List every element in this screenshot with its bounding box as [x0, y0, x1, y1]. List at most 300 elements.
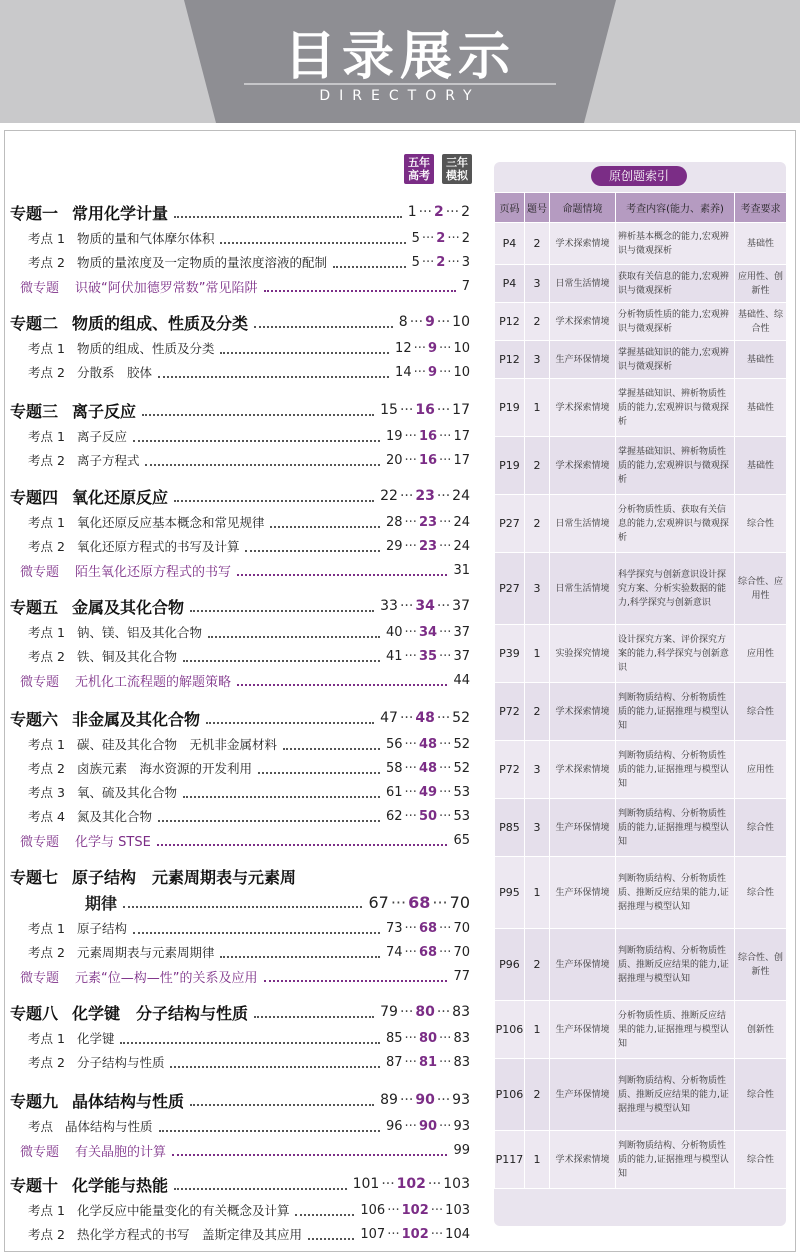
toc-number: 微专题: [20, 970, 60, 986]
toc-label: [10, 1089, 184, 1112]
toc-row: [10, 890, 470, 914]
toc-pages: [386, 737, 470, 752]
leader-dots: [208, 626, 380, 638]
page-main: 58: [386, 760, 403, 776]
toc-label: [10, 1225, 302, 1243]
page-separator: ···: [439, 428, 452, 444]
toc-number: 专题十: [10, 1175, 59, 1195]
page-separator: ···: [404, 760, 417, 776]
toc-pages: [399, 314, 470, 330]
toc-number: 考点 1: [28, 1031, 65, 1046]
page-three-year: 52: [453, 760, 470, 776]
index-question-no: 1: [525, 625, 550, 683]
toc-title: 热化学方程式的书写 盖斯定律及其应用: [76, 1227, 302, 1242]
toc-pages: [453, 969, 470, 984]
page-separator: ···: [430, 1202, 444, 1218]
page-three-year: 83: [453, 1030, 470, 1046]
page-separator: ···: [439, 736, 452, 752]
toc-title: 离子反应: [72, 401, 137, 421]
toc-row: [10, 620, 470, 644]
toc-number: 考点 1: [28, 429, 65, 444]
header-context: 命题情境: [550, 193, 616, 223]
page-five-year: 23: [418, 538, 438, 554]
toc-label: [10, 831, 151, 850]
index-page: P19: [495, 437, 525, 495]
leader-dots: [120, 1032, 380, 1044]
toc-title: 化学键 分子结构与性质: [72, 1003, 249, 1023]
index-row: [495, 1001, 787, 1059]
index-context: 学术探索情境: [550, 1131, 616, 1189]
page-main: 77: [453, 968, 470, 984]
toc-label: [10, 399, 136, 422]
toc-label: [10, 1117, 153, 1135]
toc-row: [10, 828, 470, 852]
toc-pages: [386, 625, 470, 640]
page-three-year: 2: [461, 230, 470, 246]
leader-dots: [174, 490, 374, 502]
page-main: 106: [360, 1202, 386, 1218]
toc-title: 非金属及其化合物: [72, 709, 201, 729]
toc-title: 氮及其化合物: [76, 809, 152, 824]
index-requirement: 综合性: [735, 857, 787, 929]
index-question-no: 2: [525, 303, 550, 341]
page-three-year: 70: [449, 892, 470, 912]
page-separator: ···: [399, 488, 414, 504]
page-main: 12: [395, 340, 412, 356]
toc-title: 卤族元素 海水资源的开发利用: [76, 761, 252, 776]
toc-pages: [386, 761, 470, 776]
toc-title: 碳、硅及其化合物 无机非金属材料: [76, 737, 277, 752]
index-context: 生产环保情境: [550, 799, 616, 857]
page-three-year: 37: [452, 598, 470, 614]
index-content: 获取有关信息的能力,宏观辨识与微观探析: [616, 265, 735, 303]
toc-number: 考点 2: [28, 255, 65, 270]
index-requirement: 应用性、创新性: [735, 265, 787, 303]
toc-row: [10, 484, 470, 508]
page-three-year: 52: [453, 736, 470, 752]
toc-number: 考点 4: [28, 809, 65, 824]
toc-title: 离子反应: [76, 429, 127, 444]
index-page: P106: [495, 1059, 525, 1131]
index-page: P95: [495, 857, 525, 929]
toc-row: [10, 1172, 470, 1196]
page-three-year: 53: [453, 808, 470, 824]
page-separator: ···: [445, 204, 460, 220]
toc-number: 专题四: [10, 487, 59, 507]
leader-dots: [206, 712, 374, 724]
index-row: [495, 857, 787, 929]
index-requirement: 综合性、创新性: [735, 929, 787, 1001]
page-separator: ···: [439, 1030, 452, 1046]
page-main: 73: [386, 920, 403, 936]
page-five-year: 48: [415, 710, 435, 726]
toc-label: [10, 647, 177, 665]
index-question-no: 1: [525, 857, 550, 929]
page-five-year: 2: [436, 254, 446, 270]
index-content: 科学探究与创新意识设计探究方案、分析实验数据的能力,科学探究与创新意识: [616, 553, 735, 625]
toc-row: [10, 732, 470, 756]
toc-label: [10, 277, 258, 296]
page-five-year: 34: [415, 598, 435, 614]
page-separator: ···: [436, 488, 451, 504]
index-question-no: 3: [525, 741, 550, 799]
toc-row: [10, 1088, 470, 1112]
page-separator: ···: [436, 314, 451, 330]
index-question-no: 1: [525, 1131, 550, 1189]
toc-number: 专题八: [10, 1003, 59, 1023]
toc-pages: [453, 833, 470, 848]
leader-dots: [220, 232, 405, 244]
toc-title: 期律: [85, 893, 118, 913]
toc-row: [10, 1198, 470, 1222]
page-five-year: 9: [428, 364, 438, 380]
toc-number: 微专题: [20, 674, 60, 690]
toc-row: [10, 510, 470, 534]
index-row: [495, 625, 787, 683]
toc-title: 原子结构 元素周期表与元素周: [72, 867, 297, 887]
page-separator: ···: [390, 892, 407, 912]
toc-label: [10, 623, 202, 641]
toc-pages: [380, 1004, 470, 1020]
page-title: 目录展示: [283, 27, 516, 87]
toc-label: [10, 1173, 168, 1196]
toc-number: 考点 2: [28, 761, 65, 776]
page-separator: ···: [439, 784, 452, 800]
toc-row: [10, 756, 470, 780]
page-main: 19: [386, 428, 403, 444]
page-five-year: 16: [418, 428, 438, 444]
toc-pages: [386, 515, 470, 530]
leader-dots: [254, 316, 393, 328]
index-page: P39: [495, 625, 525, 683]
page-three-year: 103: [443, 1176, 470, 1192]
index-question-no: 2: [525, 437, 550, 495]
toc-number: 考点 2: [28, 539, 65, 554]
leader-dots: [245, 540, 380, 552]
index-context: 学术探索情境: [550, 683, 616, 741]
page-separator: ···: [439, 1054, 452, 1070]
toc-number: 考点 1: [28, 625, 65, 640]
toc-pages: [453, 1143, 470, 1158]
leader-dots: [133, 922, 380, 934]
toc-number: 考点 2: [28, 649, 65, 664]
toc-label: [10, 783, 177, 801]
index-requirement: 综合性: [735, 799, 787, 857]
index-row: [495, 683, 787, 741]
toc-row: [10, 864, 470, 888]
page-separator: ···: [381, 1176, 395, 1192]
page-three-year: 103: [445, 1202, 470, 1218]
page-main: 8: [398, 314, 408, 330]
toc-title: 离子方程式: [76, 453, 140, 468]
index-row: [495, 929, 787, 1001]
toc-row: [10, 1114, 470, 1138]
index-context: 学术探索情境: [550, 741, 616, 799]
toc-label: [10, 735, 277, 753]
index-page: P106: [495, 1001, 525, 1059]
toc-label: [10, 1001, 248, 1024]
toc-row: [10, 594, 470, 618]
index-requirement: 基础性: [735, 379, 787, 437]
index-content: 判断物质结构、分析物质性质的能力,证据推理与模型认知: [616, 1131, 735, 1189]
toc-title: 常用化学计量: [72, 203, 169, 223]
toc-title: 物质的量浓度及一定物质的量浓度溶液的配制: [76, 255, 327, 270]
index-context: 学术探索情境: [550, 437, 616, 495]
toc-number: 微专题: [20, 564, 60, 580]
page-separator: ···: [447, 254, 460, 270]
leader-dots: [183, 650, 380, 662]
toc-number: 专题一: [10, 203, 59, 223]
toc-pages: [395, 341, 470, 356]
page-main: 74: [386, 944, 403, 960]
index-question-no: 2: [525, 495, 550, 553]
index-context: 生产环保情境: [550, 1059, 616, 1131]
toc-number: 考点 3: [28, 785, 65, 800]
toc-pages: [386, 809, 470, 824]
toc-number: 微专题: [20, 280, 60, 296]
toc-label: [10, 865, 296, 888]
page-five-year: 68: [418, 920, 438, 936]
index-row: [495, 799, 787, 857]
index-content: 分析物质性质的能力,宏观辨识与微观探析: [616, 303, 735, 341]
page-main: 65: [453, 832, 470, 848]
leader-dots: [157, 834, 448, 846]
page-three-year: 24: [452, 488, 470, 504]
page-separator: ···: [436, 402, 451, 418]
toc-label: [10, 229, 214, 247]
page-five-year: 9: [428, 340, 438, 356]
page-main: 28: [386, 514, 403, 530]
page-main: 40: [386, 624, 403, 640]
header-requirement: 考查要求: [735, 193, 787, 223]
page-main: 62: [386, 808, 403, 824]
toc-pages: [462, 279, 470, 294]
leader-dots: [270, 516, 380, 528]
toc-label: [10, 339, 214, 357]
page-separator: ···: [439, 538, 452, 554]
page-five-year: 23: [415, 488, 435, 504]
toc-label: [10, 595, 184, 618]
page-main: 67: [368, 892, 389, 912]
toc-row: [10, 1000, 470, 1024]
page-three-year: 10: [452, 314, 470, 330]
toc-number: 考点 2: [28, 453, 65, 468]
original-question-index: [494, 162, 786, 1226]
toc-pages: [386, 453, 470, 468]
toc-label: [10, 513, 264, 531]
index-context: 生产环保情境: [550, 929, 616, 1001]
toc-title: 化学与 STSE: [75, 834, 151, 850]
page-separator: ···: [404, 452, 417, 468]
page-separator: ···: [439, 624, 452, 640]
page-separator: ···: [439, 340, 452, 356]
leader-dots: [158, 366, 389, 378]
toc-title: 元素“位—构—性”的关系及应用: [75, 970, 258, 986]
toc-label: [10, 707, 200, 730]
index-row: [495, 495, 787, 553]
index-content: 分析物质性质、推断反应结果的能力,证据推理与模型认知: [616, 1001, 735, 1059]
page-five-year: 102: [396, 1176, 426, 1192]
toc-number: 考点 2: [28, 1055, 65, 1070]
index-question-no: 2: [525, 223, 550, 265]
index-question-no: 3: [525, 265, 550, 303]
leader-dots: [183, 786, 380, 798]
page-three-year: 83: [453, 1054, 470, 1070]
page-separator: ···: [439, 920, 452, 936]
leader-dots: [133, 430, 380, 442]
page-five-year: 48: [418, 736, 438, 752]
page-separator: ···: [404, 920, 417, 936]
index-requirement: 应用性: [735, 741, 787, 799]
toc-number: 考点 1: [28, 515, 65, 530]
leader-dots: [142, 404, 374, 416]
page-separator: ···: [399, 710, 414, 726]
index-row: [495, 303, 787, 341]
toc-title: 识破“阿伏加德罗常数”常见陷阱: [75, 280, 258, 296]
toc-pages: [412, 255, 470, 270]
leader-dots: [220, 946, 380, 958]
page-three-year: 24: [453, 514, 470, 530]
page-three-year: 70: [453, 944, 470, 960]
index-question-no: 2: [525, 683, 550, 741]
index-content: 分析物质性质、获取有关信息的能力,宏观辨识与微观探析: [616, 495, 735, 553]
page-three-year: 37: [453, 624, 470, 640]
index-requirement: 基础性: [735, 223, 787, 265]
toc-title: 氧、硫及其化合物: [76, 785, 177, 800]
toc-number: 考点 1: [28, 737, 65, 752]
page-three-year: 17: [452, 402, 470, 418]
index-page: P72: [495, 741, 525, 799]
page-three-year: 93: [453, 1118, 470, 1134]
page-three-year: 93: [452, 1092, 470, 1108]
toc-number: 考点 2: [28, 1227, 65, 1242]
page-main: 29: [386, 538, 403, 554]
page-main: 47: [380, 710, 398, 726]
toc-title: 氧化还原反应基本概念和常见规律: [76, 515, 265, 530]
leader-dots: [237, 564, 447, 576]
page-main: 7: [461, 278, 470, 294]
index-content: 判断物质结构、分析物质性质的能力,证据推理与模型认知: [616, 799, 735, 857]
page-five-year: 9: [425, 314, 435, 330]
toc-number: 专题七: [10, 867, 59, 887]
toc-row: [10, 250, 470, 274]
leader-dots: [172, 1144, 447, 1156]
index-page: P4: [495, 223, 525, 265]
toc-pages: [380, 402, 470, 418]
toc-label: [10, 671, 231, 690]
page-separator: ···: [399, 598, 414, 614]
page-five-year: 34: [418, 624, 438, 640]
toc-row: [10, 226, 470, 250]
toc-label: [10, 807, 152, 825]
page-separator: ···: [436, 1092, 451, 1108]
page-main: 1: [407, 204, 417, 220]
page-separator: ···: [421, 230, 435, 246]
toc-pages: [380, 488, 470, 504]
toc-pages: [386, 1055, 470, 1070]
index-requirement: 综合性: [735, 1131, 787, 1189]
toc-pages: [380, 598, 470, 614]
page-three-year: 17: [453, 428, 470, 444]
toc-label: [10, 1201, 289, 1219]
toc-row: [10, 200, 470, 224]
page-separator: ···: [387, 1226, 400, 1242]
index-content: 判断物质结构、分析物质性质、推断反应结果的能力,证据推理与模型认知: [616, 929, 735, 1001]
toc-pages: [453, 673, 470, 688]
page-separator: ···: [413, 364, 426, 380]
toc-title: 分子结构与性质: [76, 1055, 165, 1070]
toc-pages: [386, 1031, 470, 1046]
index-content: 判断物质结构、分析物质性质的能力,证据推理与模型认知: [616, 741, 735, 799]
index-question-no: 3: [525, 553, 550, 625]
index-row: [495, 437, 787, 495]
page-main: 14: [395, 364, 412, 380]
index-row: [495, 1131, 787, 1189]
page-main: 61: [386, 784, 403, 800]
toc-pages: [380, 1092, 470, 1108]
toc-pages: [395, 365, 470, 380]
toc-title: 晶体结构与性质: [72, 1091, 185, 1111]
toc-label: [10, 561, 231, 580]
toc-title: 金属及其化合物: [72, 597, 185, 617]
toc-number: 考点 1: [28, 231, 65, 246]
leader-dots: [237, 674, 447, 686]
toc-title: 化学键: [76, 1031, 115, 1046]
toc-row: [10, 274, 470, 298]
toc-label: [10, 537, 239, 555]
leader-dots: [254, 1006, 374, 1018]
toc-pages: [380, 710, 470, 726]
leader-dots: [258, 762, 380, 774]
toc-pages: [386, 429, 470, 444]
toc-pages: [353, 1176, 470, 1192]
page-separator: ···: [387, 1202, 400, 1218]
toc-pages: [386, 539, 470, 554]
page-separator: ···: [436, 598, 451, 614]
page-main: 99: [453, 1142, 470, 1158]
page-separator: ···: [399, 1092, 414, 1108]
index-page: P117: [495, 1131, 525, 1189]
index-page: P96: [495, 929, 525, 1001]
toc-row: [10, 1138, 470, 1162]
toc-number: 专题五: [10, 597, 59, 617]
page-main: 20: [386, 452, 403, 468]
toc-title: 原子结构: [76, 921, 127, 936]
page-three-year: 24: [453, 538, 470, 554]
leader-dots: [264, 970, 448, 982]
toc-title: 晶体结构与性质: [65, 1119, 153, 1134]
toc-number: 考点 1: [28, 921, 65, 936]
toc-row: [10, 780, 470, 804]
index-content: 设计探究方案、评价探究方案的能力,科学探究与创新意识: [616, 625, 735, 683]
toc-title: 元素周期表与元素周期律: [76, 945, 215, 960]
page-three-year: 17: [453, 452, 470, 468]
toc-row: [10, 360, 470, 384]
index-context: 学术探索情境: [550, 223, 616, 265]
index-row: [495, 223, 787, 265]
page-separator: ···: [399, 402, 414, 418]
index-context: 实验探究情境: [550, 625, 616, 683]
toc-pages: [368, 893, 470, 912]
page-separator: ···: [404, 1054, 417, 1070]
page-separator: ···: [404, 428, 417, 444]
index-content: 掌握基础知识的能力,宏观辨识与微观探析: [616, 341, 735, 379]
page-separator: ···: [418, 204, 432, 220]
index-page: P12: [495, 303, 525, 341]
toc-row: [10, 1050, 470, 1074]
page-main: 33: [380, 598, 398, 614]
page-separator: ···: [404, 1030, 417, 1046]
